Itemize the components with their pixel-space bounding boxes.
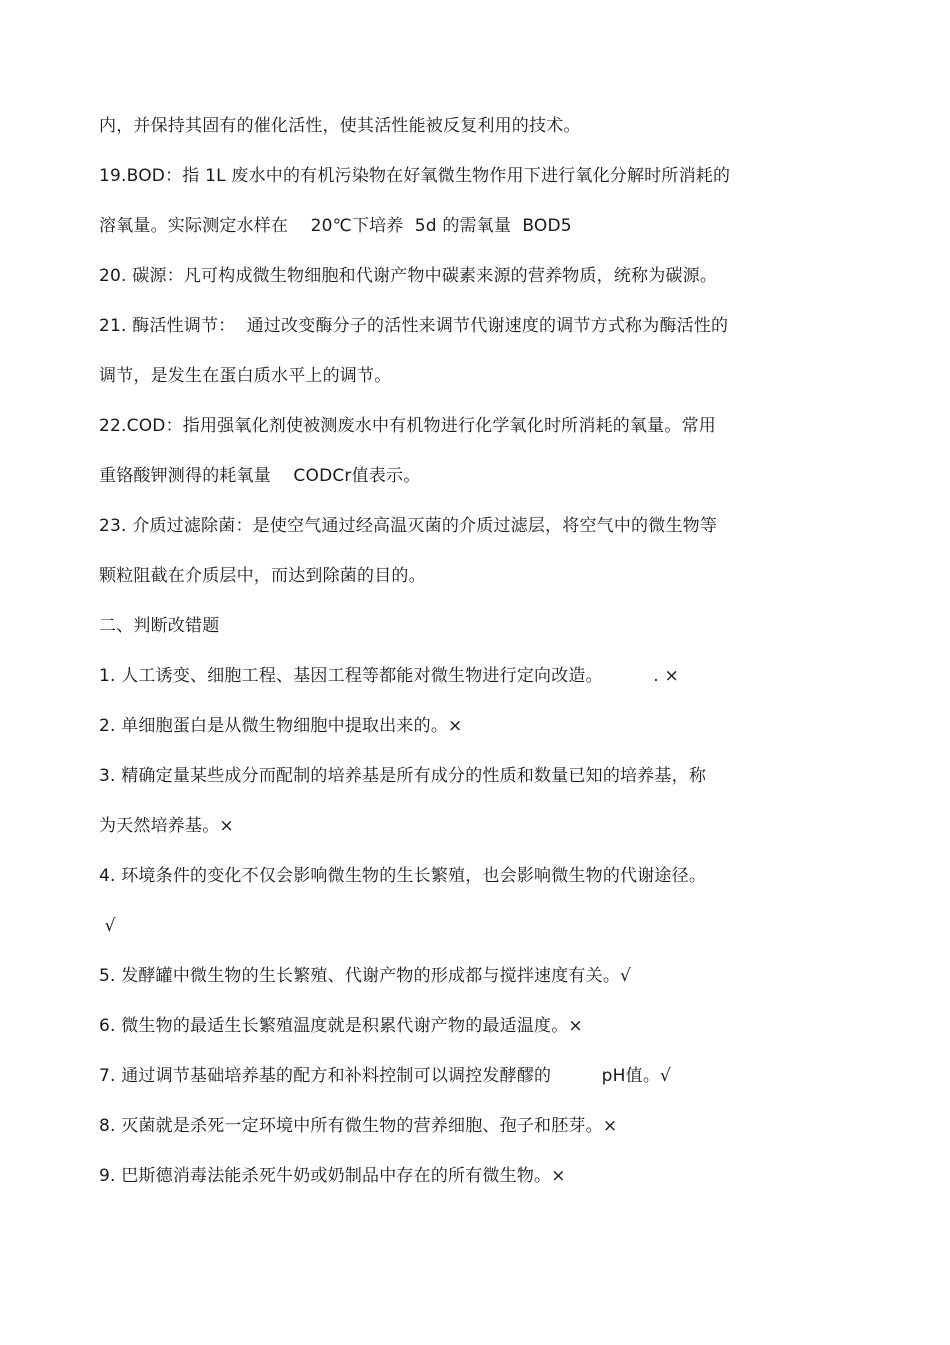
- text-line: 颗粒阻截在介质层中，而达到除菌的目的。: [99, 566, 426, 586]
- question-item: 6. 微生物的最适生长繁殖温度就是积累代谢产物的最适温度。×: [99, 1016, 583, 1036]
- question-item: 9. 巴斯德消毒法能杀死牛奶或奶制品中存在的所有微生物。×: [99, 1166, 566, 1186]
- section-heading: 二、判断改错题: [99, 616, 220, 636]
- question-item: 2. 单细胞蛋白是从微生物细胞中提取出来的。×: [99, 716, 463, 736]
- answer-mark: √: [99, 916, 116, 936]
- text-line: 内，并保持其固有的催化活性，使其活性能被反复利用的技术。: [99, 116, 581, 136]
- text-line: 23. 介质过滤除菌：是使空气通过经高温灭菌的介质过滤层，将空气中的微生物等: [99, 516, 718, 536]
- text-line: 调节，是发生在蛋白质水平上的调节。: [99, 366, 392, 386]
- text-line: 重铬酸钾测得的耗氧量 CODCr值表示。: [99, 466, 421, 486]
- question-item: 7. 通过调节基础培养基的配方和补料控制可以调控发酵醪的 pH值。√: [99, 1066, 672, 1086]
- question-item: 3. 精确定量某些成分而配制的培养基是所有成分的性质和数量已知的培养基，称: [99, 766, 707, 786]
- question-item: 1. 人工诱变、细胞工程、基因工程等都能对微生物进行定向改造。 . ×: [99, 666, 679, 686]
- question-item: 4. 环境条件的变化不仅会影响微生物的生长繁殖，也会影响微生物的代谢途径。: [99, 866, 707, 886]
- text-line: 20. 碳源：凡可构成微生物细胞和代谢产物中碳素来源的营养物质，统称为碳源。: [99, 266, 718, 286]
- question-item: 8. 灭菌就是杀死一定环境中所有微生物的营养细胞、孢子和胚芽。×: [99, 1116, 618, 1136]
- text-line: 21. 酶活性调节： 通过改变酶分子的活性来调节代谢速度的调节方式称为酶活性的: [99, 316, 729, 336]
- question-item-continued: 为天然培养基。×: [99, 816, 234, 836]
- question-item: 5. 发酵罐中微生物的生长繁殖、代谢产物的形成都与搅拌速度有关。√: [99, 966, 632, 986]
- text-line: 溶氧量。实际测定水样在 20℃下培养 5d 的需氧量 BOD5: [99, 216, 572, 236]
- text-line: 22.COD：指用强氧化剂使被测废水中有机物进行化学氧化时所消耗的氧量。常用: [99, 416, 716, 436]
- text-line: 19.BOD：指 1L 废水中的有机污染物在好氧微生物作用下进行氧化分解时所消耗的: [99, 166, 731, 186]
